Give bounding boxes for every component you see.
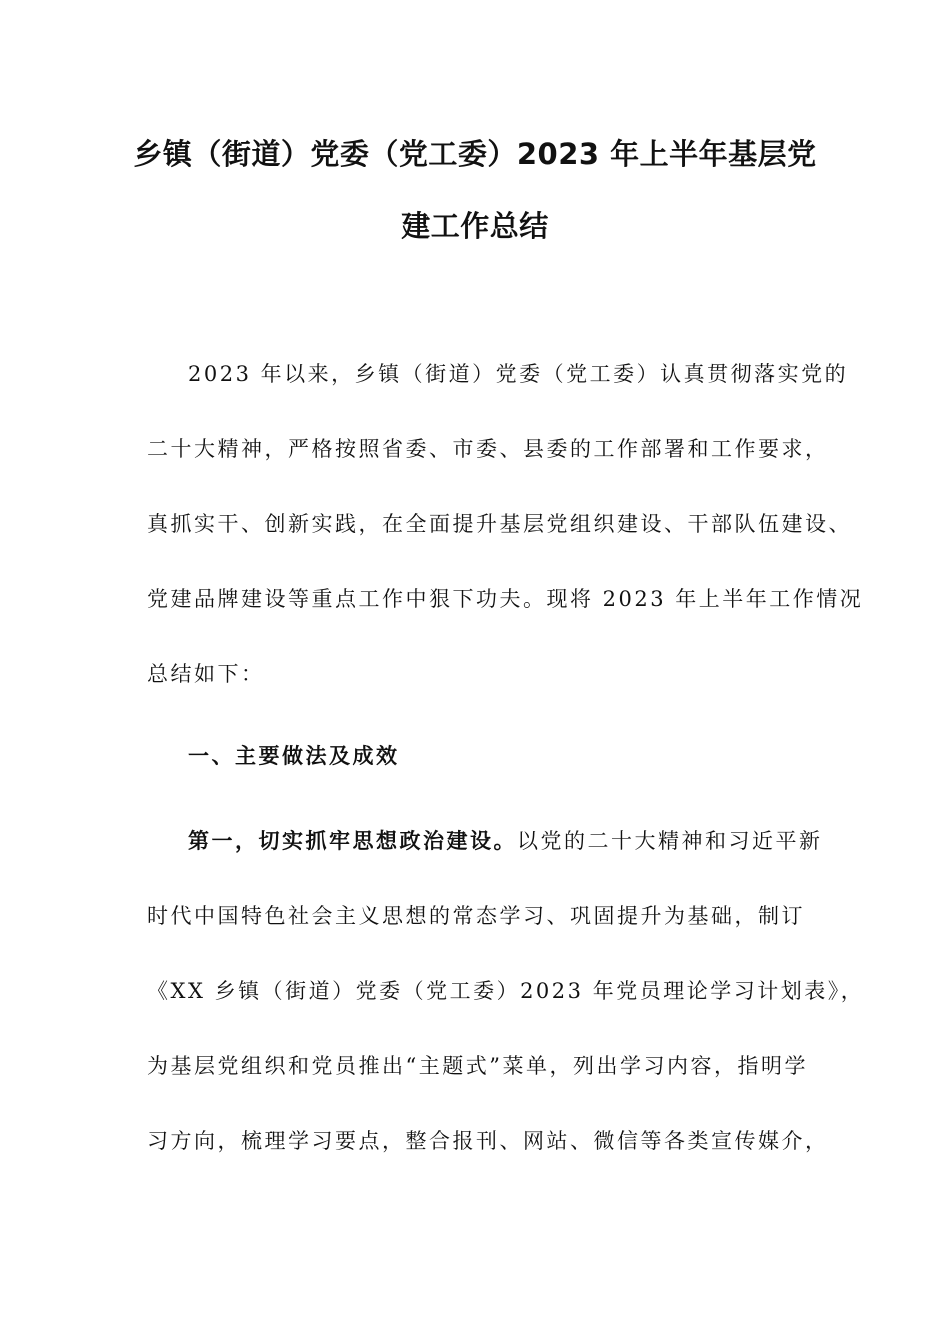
first-point-line-5: 习方向，梳理学习要点，整合报刊、网站、微信等各类宣传媒介， [147, 1129, 829, 1153]
document-title-line-1: 乡镇（街道）党委（党工委）2023 年上半年基层党 [133, 137, 817, 171]
intro-line-2: 二十大精神，严格按照省委、市委、县委的工作部署和工作要求， [147, 437, 829, 461]
first-point-line-1-rest: 以党的二十大精神和习近平新 [517, 829, 823, 853]
section-heading: 一、主要做法及成效 [188, 743, 400, 768]
intro-line-3: 真抓实干、创新实践，在全面提升基层党组织建设、干部队伍建设、 [147, 512, 852, 536]
first-point-lead: 第一，切实抓牢思想政治建设。 [188, 828, 517, 853]
intro-line-1: 2023 年以来，乡镇（街道）党委（党工委）认真贯彻落实党的 [188, 362, 849, 386]
document-title-line-2: 建工作总结 [401, 209, 549, 243]
first-point-line-4: 为基层党组织和党员推出“主题式”菜单，列出学习内容，指明学 [147, 1054, 808, 1078]
first-point-line-1 [188, 825, 823, 857]
intro-line-4: 党建品牌建设等重点工作中狠下功夫。现将 2023 年上半年工作情况 [147, 587, 864, 611]
first-point-line-2: 时代中国特色社会主义思想的常态学习、巩固提升为基础，制订 [147, 904, 805, 928]
intro-line-5: 总结如下： [147, 662, 265, 686]
first-point-line-3: 《XX 乡镇（街道）党委（党工委）2023 年党员理论学习计划表》， [147, 979, 865, 1003]
